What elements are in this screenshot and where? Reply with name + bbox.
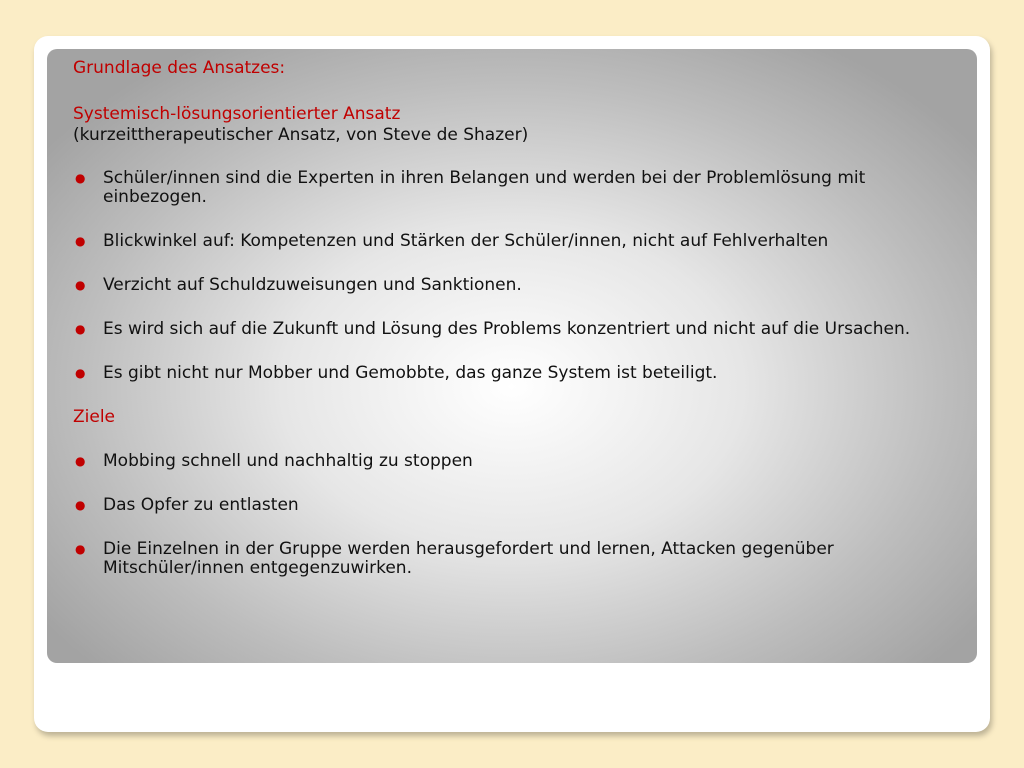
bullet-icon: ● <box>75 542 86 556</box>
list-item: ● Das Opfer zu entlasten <box>75 495 299 515</box>
slide-content <box>73 59 937 578</box>
bullet-icon: ● <box>75 171 86 185</box>
approach-title: Systemisch-lösungsorientierter Ansatz <box>73 104 401 124</box>
bullet-icon: ● <box>75 234 86 248</box>
goals-heading: Ziele <box>73 407 116 427</box>
bullet-icon: ● <box>75 454 86 468</box>
slide-frame <box>34 36 990 732</box>
list-item: ● Verzicht auf Schuldzuweisungen und Sanktionen. <box>75 275 522 295</box>
bullet-icon: ● <box>75 498 86 512</box>
bullet-icon: ● <box>75 366 86 380</box>
section-heading: Grundlage des Ansatzes: <box>73 58 286 78</box>
approach-bullet-list <box>73 169 937 383</box>
list-item: ● Die Einzelnen in der Gruppe werden herausgefordert und lernen, Attacken gegenüber Mitschüler/innen entgegenzuwirken. <box>75 539 834 578</box>
list-item: ● Schüler/innen sind die Experten in ihren Belangen und werden bei der Problemlösung mit einbezogen. <box>75 168 866 207</box>
content-panel <box>47 49 977 663</box>
goals-bullet-list <box>73 452 937 578</box>
list-item: ● Blickwinkel auf: Kompetenzen und Stärken der Schüler/innen, nicht auf Fehlverhalten <box>75 231 829 251</box>
bullet-icon: ● <box>75 322 86 336</box>
list-item: ● Mobbing schnell und nachhaltig zu stoppen <box>75 451 473 471</box>
list-item: ● Es gibt nicht nur Mobber und Gemobbte, das ganze System ist beteiligt. <box>75 363 718 383</box>
bullet-icon: ● <box>75 278 86 292</box>
approach-note: (kurzeittherapeutischer Ansatz, von Steve de Shazer) <box>73 125 529 145</box>
list-item: ● Es wird sich auf die Zukunft und Lösung des Problems konzentriert und nicht auf die Ursachen. <box>75 319 911 339</box>
